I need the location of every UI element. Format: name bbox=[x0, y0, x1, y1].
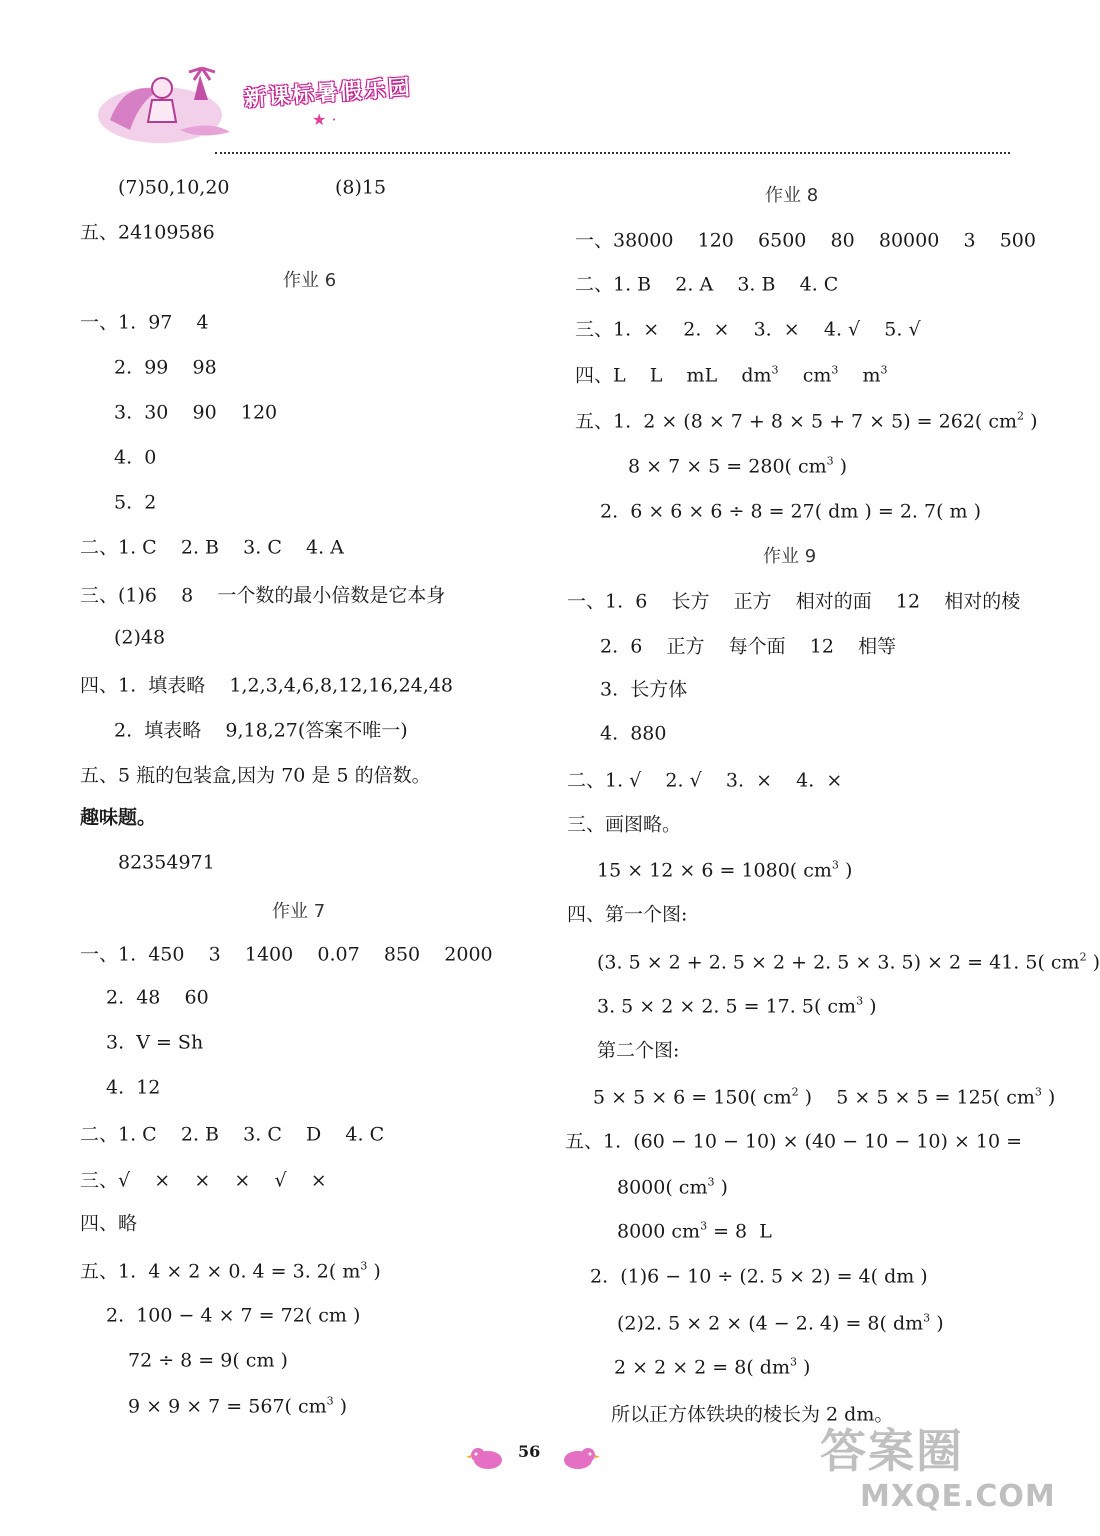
section-heading: 作业 7 bbox=[272, 901, 326, 922]
page-number: 56 bbox=[518, 1442, 541, 1461]
answer-line: 9 × 9 × 7 = 567( $cm^3$ ) bbox=[128, 1394, 348, 1418]
answer-line: 五、1. 4 × 2 × 0. 4 = 3. 2( $m^3$ ) bbox=[80, 1259, 381, 1283]
answer-line: 三、√ × × × √ × bbox=[80, 1169, 327, 1192]
answer-line: 五、1. (60 − 10 − 10) × (40 − 10 − 10) × 10 = bbox=[565, 1130, 1023, 1153]
answer-line: 四、1. 填表略 1,2,3,4,6,8,12,16,24,48 bbox=[80, 674, 453, 697]
answer-line: 3. 30 90 120 bbox=[114, 401, 278, 424]
answer-line: 三、(1)6 8 一个数的最小倍数是它本身 bbox=[80, 584, 446, 607]
answer-line: 4. 12 bbox=[106, 1076, 161, 1099]
answer-line: 2. 99 98 bbox=[114, 356, 217, 379]
answer-line: 82354971 bbox=[118, 851, 215, 874]
header-title: 新课标暑假乐园 bbox=[243, 75, 413, 112]
answer-line: 一、1. 97 4 bbox=[80, 311, 209, 334]
answer-line: 2. 100 − 4 × 7 = 72( cm ) bbox=[106, 1304, 361, 1327]
answer-line: 所以正方体铁块的棱长为 2 dm。 bbox=[611, 1403, 894, 1426]
answer-line: 二、1. B 2. A 3. B 4. C bbox=[575, 273, 839, 296]
answer-line: 一、1. 6 长方 正方 相对的面 12 相对的棱 bbox=[567, 590, 1021, 613]
header-divider bbox=[215, 152, 1010, 154]
answer-line: (8)15 bbox=[335, 176, 387, 199]
bird-left-icon bbox=[466, 1445, 506, 1471]
answer-line: (2)2. 5 × 2 × (4 − 2. 4) = 8( $dm^3$ ) bbox=[617, 1311, 944, 1335]
answer-line: 三、1. × 2. × 3. × 4. √ 5. √ bbox=[575, 318, 921, 341]
answer-line: 二、1. C 2. B 3. C D 4. C bbox=[80, 1123, 385, 1146]
answer-line: 2. (1)6 − 10 ÷ (2. 5 × 2) = 4( dm ) bbox=[590, 1265, 928, 1288]
answer-line: 3. V = Sh bbox=[106, 1031, 204, 1054]
answer-line: 8 × 7 × 5 = 280( $cm^3$ ) bbox=[628, 454, 848, 478]
answer-line: 五、5 瓶的包装盒,因为 70 是 5 的倍数。 bbox=[80, 764, 431, 787]
answer-line: 4. 880 bbox=[600, 722, 667, 745]
watermark bbox=[820, 1415, 1056, 1525]
answer-line: 一、38000 120 6500 80 80000 3 500 bbox=[575, 229, 1036, 252]
answer-line: 三、画图略。 bbox=[567, 813, 682, 836]
answer-line: 一、1. 450 3 1400 0.07 850 2000 bbox=[80, 943, 493, 966]
answer-line: 2 × 2 × 2 = 8( $dm^3$ ) bbox=[614, 1355, 811, 1379]
answer-line: 5. 2 bbox=[114, 491, 157, 514]
answer-line: (2)48 bbox=[114, 626, 166, 649]
answer-line: 4. 0 bbox=[114, 446, 157, 469]
answer-line: 2. 填表略 9,18,27(答案不唯一) bbox=[114, 719, 408, 742]
section-heading: 作业 9 bbox=[763, 546, 817, 567]
answer-line: 8000( $cm^3$ ) bbox=[617, 1175, 728, 1199]
bird-right-icon bbox=[560, 1445, 600, 1471]
answer-line: 3. 长方体 bbox=[600, 678, 688, 701]
answer-line: 四、L L mL $dm^3$ $cm^3$ $m^3$ bbox=[575, 363, 888, 387]
watermark-top: 答案圈 bbox=[820, 1424, 964, 1478]
answer-line: 五、1. 2 × (8 × 7 + 8 × 5 + 7 × 5) = 262( $cm^2$ ) bbox=[575, 409, 1038, 433]
answer-line: 2. 48 60 bbox=[106, 986, 209, 1009]
answer-line: 四、略 bbox=[80, 1212, 138, 1235]
answer-line: (7)50,10,20 bbox=[118, 176, 230, 199]
answer-line: 72 ÷ 8 = 9( cm ) bbox=[128, 1349, 288, 1372]
section-heading: 作业 6 bbox=[283, 270, 337, 291]
answer-line: 5 × 5 × 6 = 150( $cm^2$ ) 5 × 5 × 5 = 125( $cm^3$ ) bbox=[593, 1085, 1056, 1109]
answer-line: 二、1. C 2. B 3. C 4. A bbox=[80, 536, 344, 559]
answer-line: (3. 5 × 2 + 2. 5 × 2 + 2. 5 × 3. 5) × 2 = 41. 5( $cm^2$ ) bbox=[597, 950, 1100, 974]
answer-line: 五、24109586 bbox=[80, 221, 215, 244]
header-stars: ★ · bbox=[312, 110, 337, 129]
answer-line: 2. 6 正方 每个面 12 相等 bbox=[600, 635, 897, 658]
section-heading: 作业 8 bbox=[765, 185, 819, 206]
answer-line: 8000 $cm^3 = 8$ L bbox=[617, 1219, 772, 1243]
answer-line: 3. 5 × 2 × 2. 5 = 17. 5( $cm^3$ ) bbox=[597, 994, 877, 1018]
answer-line: 趣味题。 bbox=[80, 806, 157, 829]
answer-line: 二、1. √ 2. √ 3. × 4. × bbox=[567, 769, 843, 792]
watermark-bottom: MXQE.COM bbox=[860, 1479, 1056, 1514]
answer-line: 2. 6 × 6 × 6 ÷ 8 = 27( dm ) = 2. 7( m ) bbox=[600, 500, 981, 523]
header-logo bbox=[90, 60, 240, 150]
answer-line: 15 × 12 × 6 = 1080( $cm^3$ ) bbox=[597, 858, 853, 882]
answer-line: 第二个图: bbox=[597, 1039, 680, 1062]
answer-line: 四、第一个图: bbox=[567, 903, 688, 926]
